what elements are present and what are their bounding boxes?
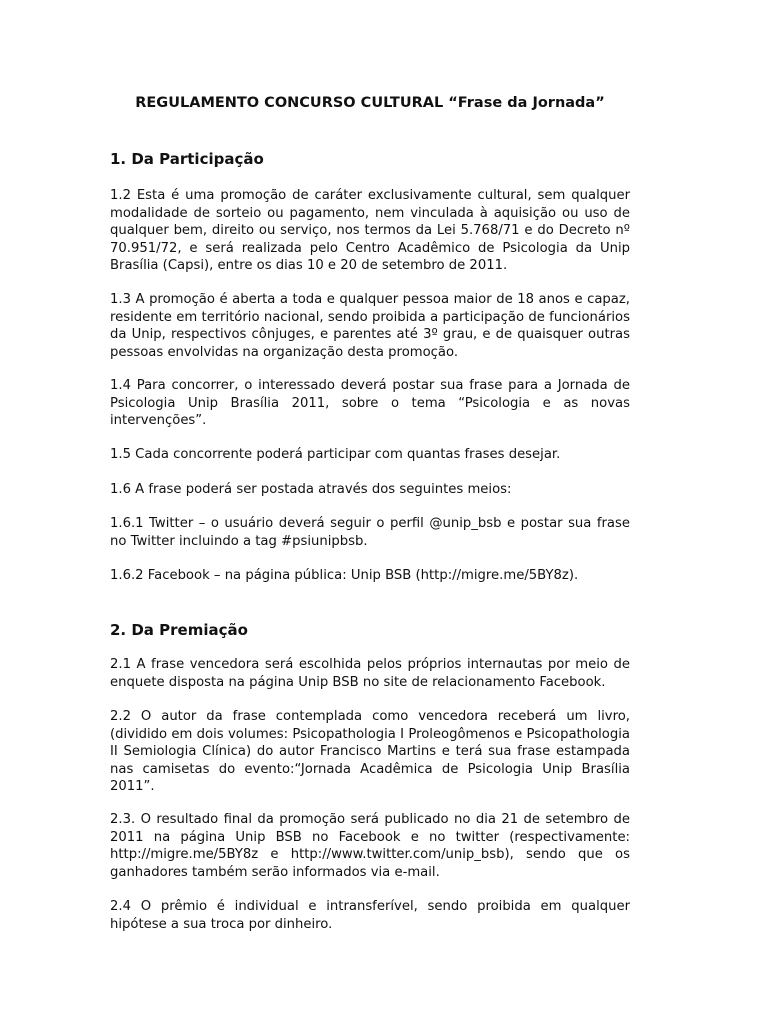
paragraph-1-3: 1.3 A promoção é aberta a toda e qualquer pessoa maior de 18 anos e capaz, residente em território nacional, sendo proibida a participação de funcionários da Unip, respectivos cônjuges, e parentes até 3º grau, e de quaisquer outras pessoas envolvidas na organização desta promoção. (110, 292, 630, 360)
paragraph-1-2: 1.2 Esta é uma promoção de caráter exclusivamente cultural, sem qualquer modalidade de sorteio ou pagamento, nem vinculada à aquisição ou uso de qualquer bem, direito ou serviço, nos termos da Lei 5.768/71 e do Decreto nº 70.951/72, e será realizada pelo Centro Acadêmico de Psicologia da Unip Brasília (Capsi), entre os dias 10 e 20 de setembro de 2011. (110, 188, 630, 274)
paragraph-2-1: 2.1 A frase vencedora será escolhida pelos próprios internautas por meio de enquete disposta na página Unip BSB no site de relacionamento Facebook. (110, 657, 630, 690)
paragraph-1-4: 1.4 Para concorrer, o interessado deverá postar sua frase para a Jornada de Psicologia Unip Brasília 2011, sobre o tema “Psicologia e as novas intervenções”. (110, 378, 630, 429)
paragraph-1-6-1: 1.6.1 Twitter – o usuário deverá seguir o perfil @unip_bsb e postar sua frase no Twitter incluindo a tag #psiunipbsb. (110, 516, 630, 549)
paragraph-2-3: 2.3. O resultado final da promoção será publicado no dia 21 de setembro de 2011 na página Unip BSB no Facebook e no twitter (respectivamente: http://migre.me/5BY8z e http://www.twitter.com/unip_bsb), sendo que os ganhadores também serão informados via e-mail. (110, 812, 630, 880)
section-heading-premiacao: 2. Da Premiação (110, 621, 248, 639)
paragraph-1-5: 1.5 Cada concorrente poderá participar com quantas frases desejar. (110, 447, 561, 462)
paragraph-2-4: 2.4 O prêmio é individual e intransferível, sendo proibida em qualquer hipótese a sua troca por dinheiro. (110, 899, 630, 932)
paragraph-1-6: 1.6 A frase poderá ser postada através dos seguintes meios: (110, 482, 512, 497)
section-heading-participacao: 1. Da Participação (110, 150, 264, 168)
document-title: REGULAMENTO CONCURSO CULTURAL “Frase da Jornada” (135, 95, 605, 111)
paragraph-1-6-2: 1.6.2 Facebook – na página pública: Unip BSB (http://migre.me/5BY8z). (110, 568, 579, 583)
paragraph-2-2: 2.2 O autor da frase contemplada como vencedora receberá um livro, (dividido em dois volumes: Psicopathologia I Proleogômenos e Psicopathologia II Semiologia Clínica) do autor Francisco Martins e terá sua frase estampada nas camisetas do evento:“Jornada Acadêmica de Psicologia Unip Brasília 2011”. (110, 709, 630, 795)
